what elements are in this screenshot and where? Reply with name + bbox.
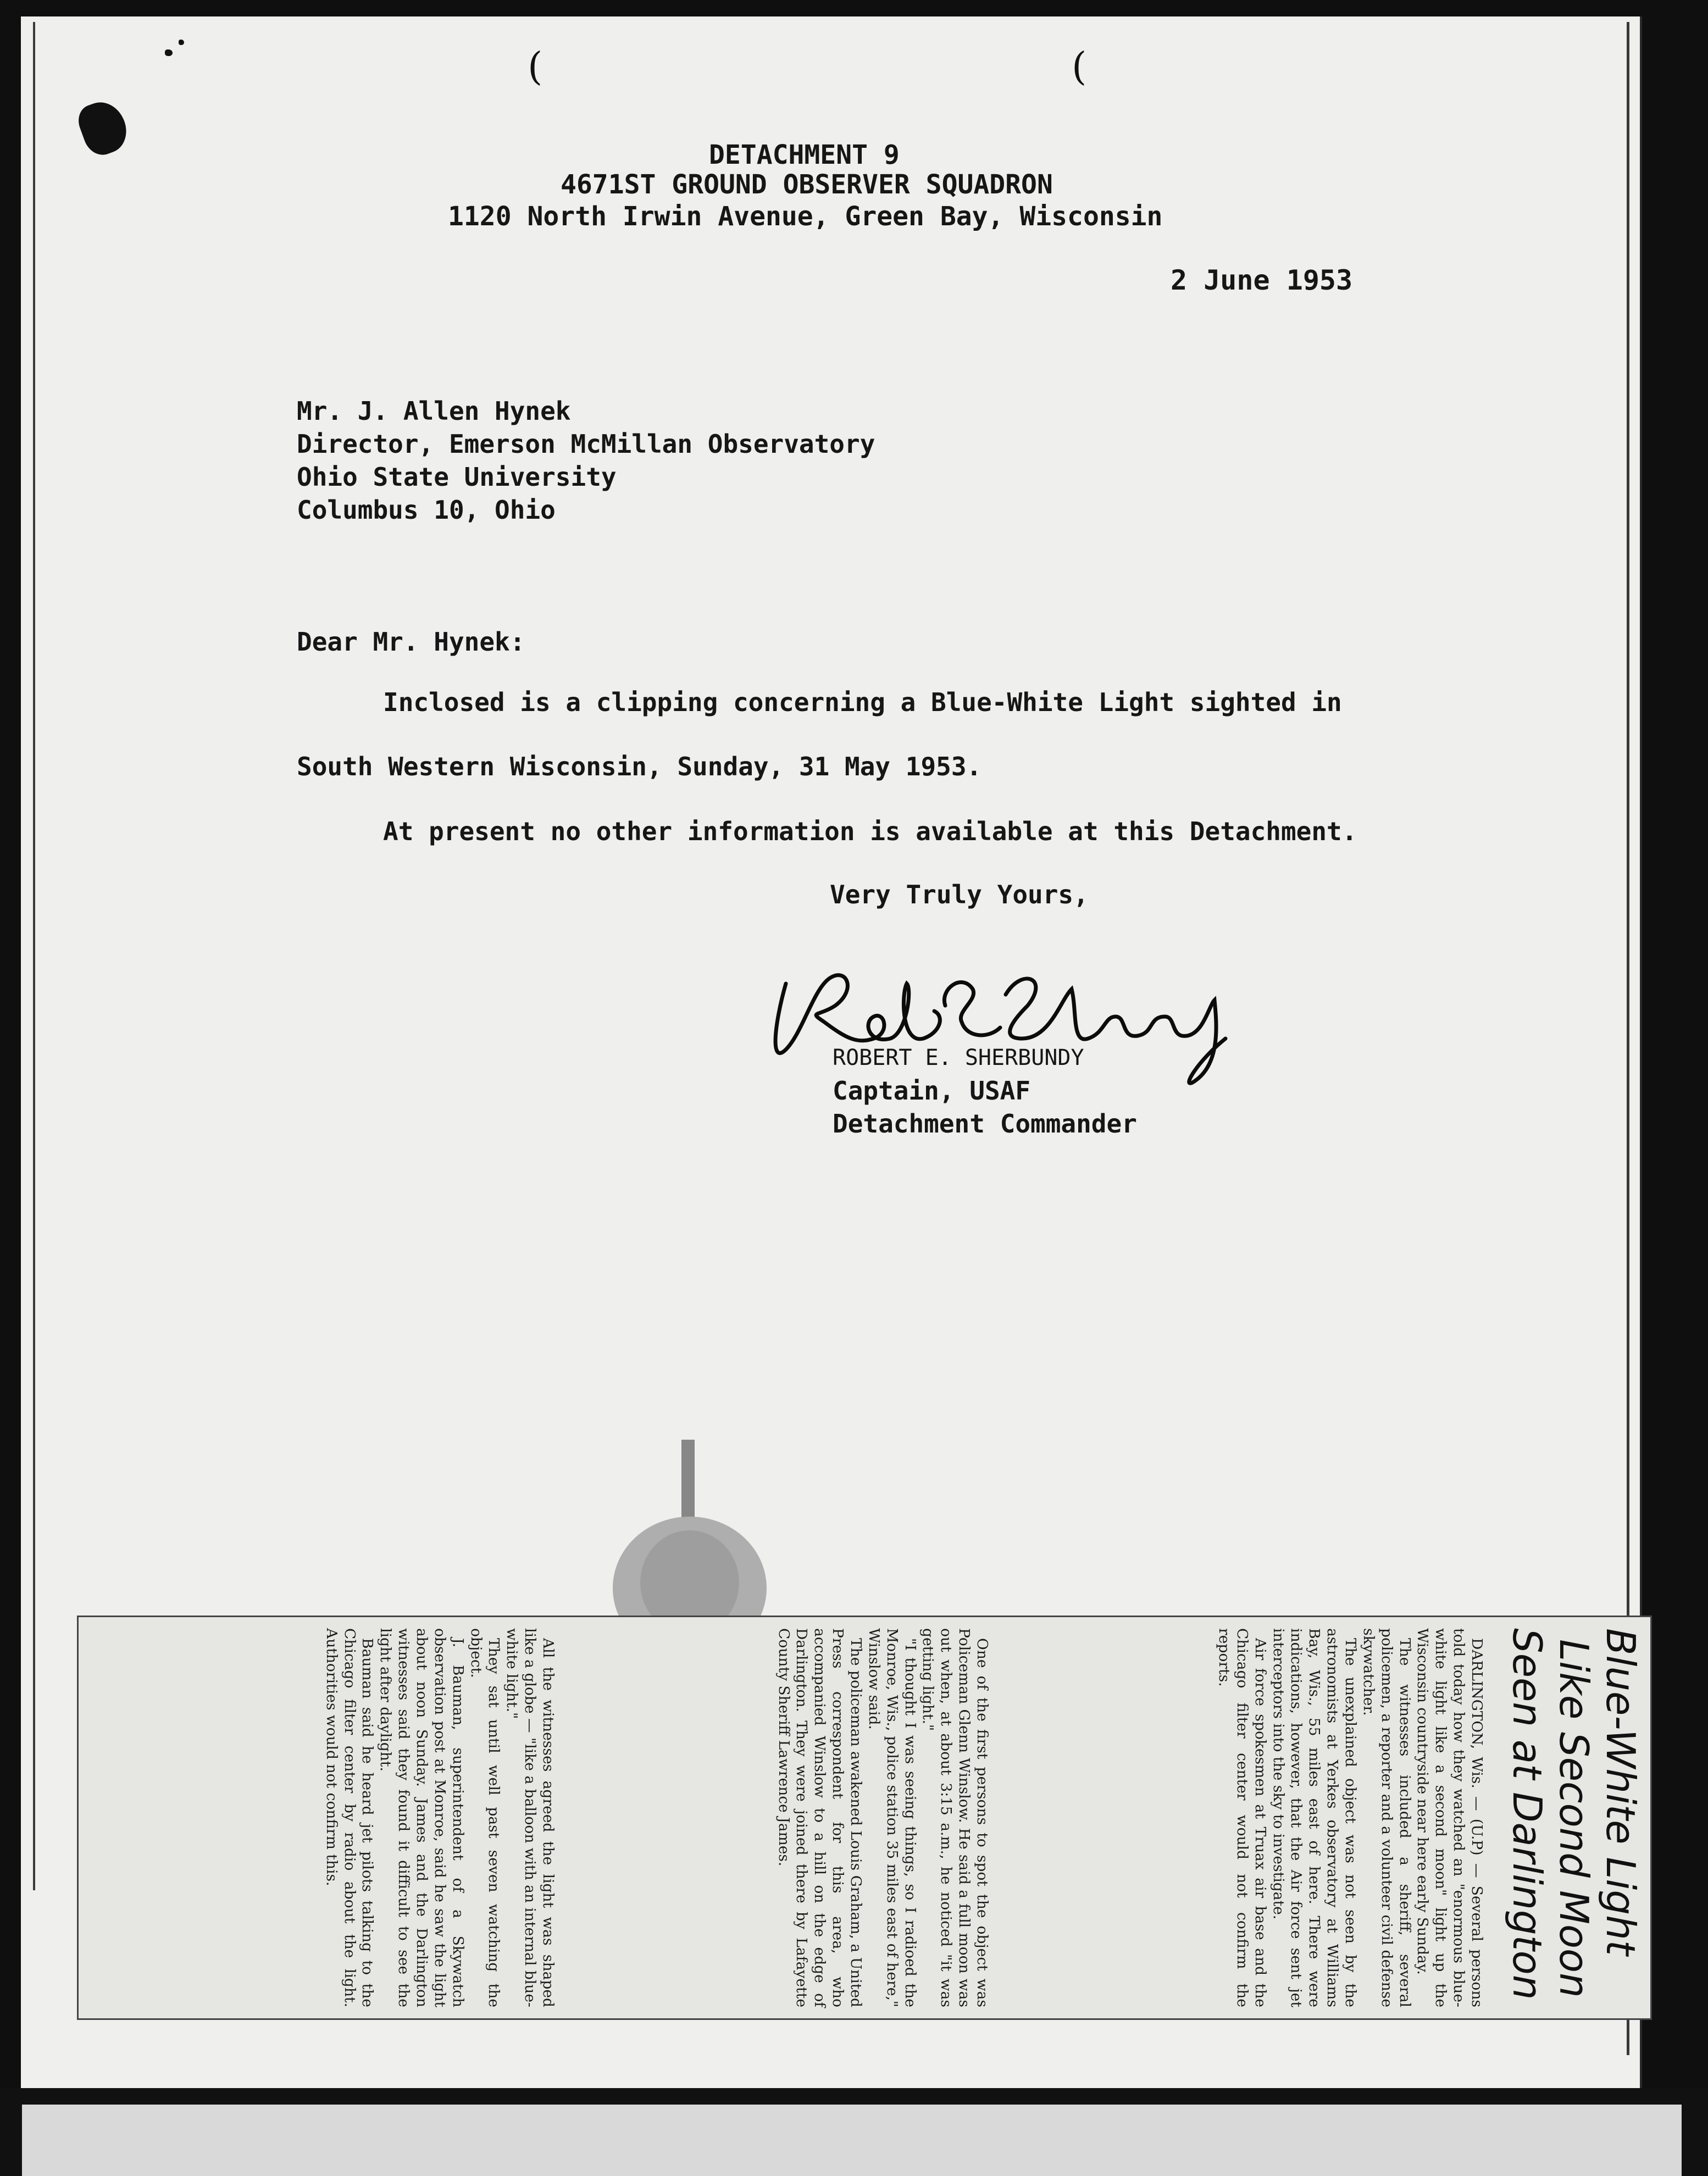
clipping-column-2 bbox=[774, 1628, 991, 2007]
clipping-paragraph: J. Bauman, superintendent of a Skywatch observation post at Monroe, said he saw the light about noon Sunday. James and the Darlington witnesses said they found it difficult to see the light after daylight. bbox=[377, 1628, 467, 2007]
ink-speck bbox=[165, 49, 173, 56]
signatory-name: ROBERT E. SHERBUNDY bbox=[833, 1045, 1084, 1070]
recipient-institution: Ohio State University bbox=[297, 462, 617, 492]
clipping-paragraph: Air force spokesmen at Truax air base and the Chicago filter center would not confirm the reports. bbox=[1215, 1628, 1269, 2007]
signatory-role: Detachment Commander bbox=[833, 1109, 1137, 1139]
clipping-column-1 bbox=[1215, 1628, 1485, 2007]
letterhead-unit: DETACHMENT 9 bbox=[709, 140, 900, 170]
clipping-paragraph: One of the first persons to spot the object was Policeman Glenn Winslow. He said a full moon was out when, at about 3:15 a.m., he noticed "it was getting light." bbox=[919, 1628, 991, 2007]
clipping-paragraph: "I thought I was seeing things, so I radioed the Monroe, Wis., police station 35 miles east of here," Winslow said. bbox=[865, 1628, 919, 2007]
clipping-paragraph: They sat until well past seven watching the object. bbox=[467, 1628, 503, 2007]
ink-speck bbox=[179, 40, 184, 45]
clipping-column-3 bbox=[322, 1628, 557, 2007]
clipping-headline-2: Like Second Moon bbox=[1551, 1639, 1597, 1998]
letterhead-squadron: 4671ST GROUND OBSERVER SQUADRON bbox=[561, 169, 1053, 200]
recipient-title: Director, Emerson McMillan Observatory bbox=[297, 429, 875, 459]
lower-sheet-edge bbox=[22, 2105, 1682, 2176]
body-line-2: South Western Wisconsin, Sunday, 31 May 1953. bbox=[297, 752, 982, 781]
clipping-paragraph: The unexplained object was not seen by the astronomists at Yerkes observatory at Williams Bay, Wis., 55 miles east of here. There were indications, however, that the Air force sent jet interceptors into the sky to investigate. bbox=[1269, 1628, 1359, 2007]
letterhead-address: 1120 North Irwin Avenue, Green Bay, Wisconsin bbox=[448, 201, 1163, 232]
punch-mark-right: ( bbox=[1072, 44, 1087, 89]
clipping-paragraph: The witnesses included a sheriff, several policemen, a reporter and a volunteer civil defense skywatcher. bbox=[1360, 1628, 1413, 2007]
signatory-rank: Captain, USAF bbox=[833, 1076, 1031, 1106]
page-left-edge bbox=[33, 22, 35, 1890]
letter-date: 2 June 1953 bbox=[1171, 264, 1353, 296]
clipping-paragraph: The policeman awakened Louis Graham, a United Press correspondent for this area, who accompanied Winslow to a hill on the edge of Darlington. They were joined there by Lafayette County Sheriff Lawrence James. bbox=[775, 1628, 864, 2007]
clipping-headline-1: Blue-White Light bbox=[1598, 1628, 1644, 1956]
recipient-city: Columbus 10, Ohio bbox=[297, 495, 556, 525]
body-paragraph-2: At present no other information is available at this Detachment. bbox=[383, 817, 1357, 846]
body-line-1: Inclosed is a clipping concerning a Blue-White Light sighted in bbox=[383, 687, 1342, 717]
clipping-paragraph: Bauman said he heard jet pilots talking to the Chicago filter center by radio about the light. Authorities would not confirm this. bbox=[323, 1628, 376, 2007]
clipping-paragraph: All the witnesses agreed the light was shaped like a globe — "like a balloon with an internal blue-white light." bbox=[503, 1628, 557, 2007]
recipient-name: Mr. J. Allen Hynek bbox=[297, 396, 571, 426]
closing: Very Truly Yours, bbox=[830, 880, 1089, 909]
newspaper-clipping bbox=[77, 1616, 1652, 2020]
salutation: Dear Mr. Hynek: bbox=[297, 627, 525, 657]
punch-mark-left: ( bbox=[528, 44, 543, 89]
clipping-headline-3: Seen at Darlington bbox=[1504, 1628, 1550, 2000]
clipping-rotated-frame bbox=[79, 1617, 1650, 2018]
clipping-paragraph: DARLINGTON, Wis. — (U.P) — Several persons told today how they watched an "enormous blue-white light like a second moon" light up the Wisconsin countryside near here early Sunday. bbox=[1414, 1628, 1485, 2007]
